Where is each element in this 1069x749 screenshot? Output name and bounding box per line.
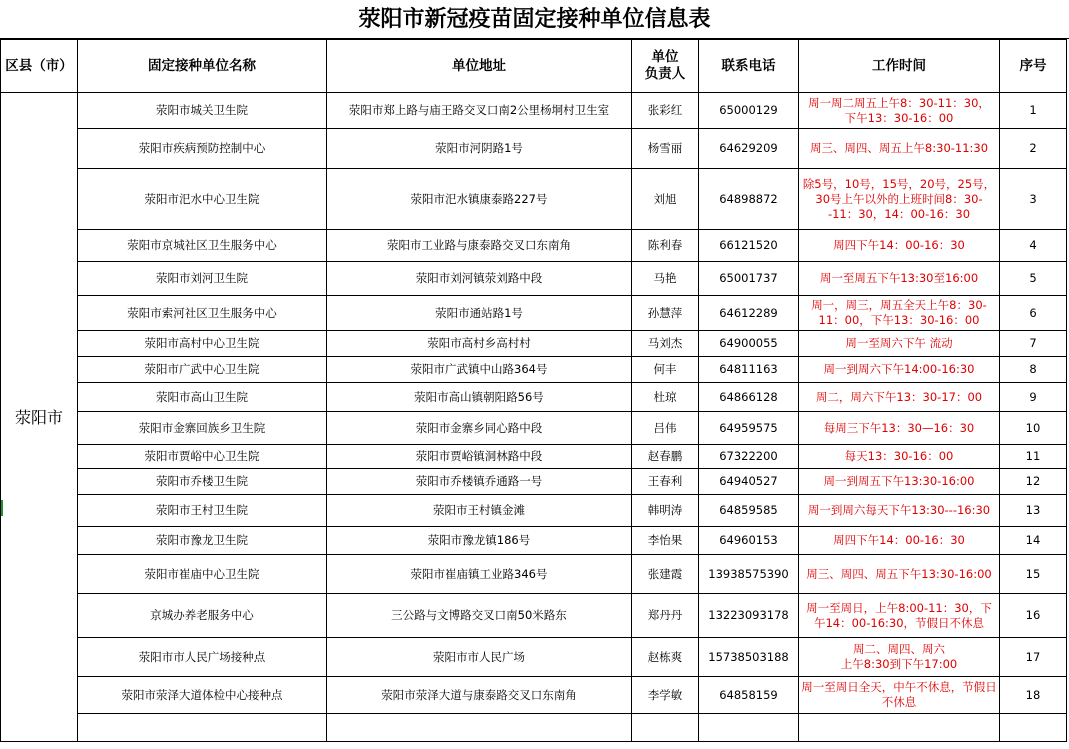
address-cell[interactable]: 荥阳市河阴路1号	[327, 129, 632, 169]
address-cell[interactable]: 荥阳市汜水镇康泰路227号	[327, 169, 632, 230]
vaccination-sites-table	[0, 39, 1067, 742]
phone-cell[interactable]: 64866128	[699, 383, 799, 412]
serial-no-cell[interactable]: 9	[1000, 383, 1067, 412]
table-row	[1, 383, 1067, 412]
site-name-cell[interactable]: 荥阳市崔庙中心卫生院	[78, 555, 327, 594]
hours-cell[interactable]: 周三、周四、周五下午13:30-16:00	[799, 555, 1000, 594]
hours-cell[interactable]: 周四下午14：00-16：30	[799, 230, 1000, 262]
phone-cell[interactable]: 64629209	[699, 129, 799, 169]
hours-cell[interactable]: 周一，周三，周五全天上午8：30-11：00，下午13：30-16：00	[799, 296, 1000, 331]
address-cell[interactable]: 荥阳市工业路与康泰路交叉口东南角	[327, 230, 632, 262]
phone-cell[interactable]: 13938575390	[699, 555, 799, 594]
region-cell[interactable]: 荥阳市	[1, 93, 78, 742]
empty-cell[interactable]	[632, 714, 699, 742]
phone-cell[interactable]: 66121520	[699, 230, 799, 262]
person-cell[interactable]: 马艳	[632, 262, 699, 296]
header-phone[interactable]: 联系电话	[699, 40, 799, 93]
serial-no-cell[interactable]: 10	[1000, 412, 1067, 445]
site-name-cell[interactable]: 京城办养老服务中心	[78, 594, 327, 638]
site-name-cell[interactable]: 荥阳市荥泽大道体检中心接种点	[78, 677, 327, 714]
hours-cell[interactable]: 周一至周日，上午8:00-11：30，下午14：00-16:30，节假日不休息	[799, 594, 1000, 638]
serial-no-cell[interactable]: 3	[1000, 169, 1067, 230]
serial-no-cell[interactable]: 7	[1000, 331, 1067, 357]
person-cell[interactable]: 李怡果	[632, 527, 699, 555]
table-row	[1, 495, 1067, 527]
person-cell[interactable]: 杨雪丽	[632, 129, 699, 169]
phone-cell[interactable]: 15738503188	[699, 638, 799, 677]
address-cell[interactable]: 荥阳市荥泽大道与康泰路交叉口东南角	[327, 677, 632, 714]
address-cell[interactable]: 荥阳市通站路1号	[327, 296, 632, 331]
person-cell[interactable]: 杜琼	[632, 383, 699, 412]
phone-cell[interactable]: 64900055	[699, 331, 799, 357]
phone-cell[interactable]: 64612289	[699, 296, 799, 331]
header-region[interactable]: 区县（市）	[1, 40, 78, 93]
address-cell[interactable]: 荥阳市贾峪镇洞林路中段	[327, 445, 632, 469]
address-cell[interactable]: 荥阳市乔楼镇乔通路一号	[327, 469, 632, 495]
person-cell[interactable]: 马刘杰	[632, 331, 699, 357]
table-row	[1, 331, 1067, 357]
header-address[interactable]: 单位地址	[327, 40, 632, 93]
hours-cell[interactable]: 除5号，10号，15号，20号，25号，30号上午以外的上班时间8：30--11：30，14：00-16：30	[799, 169, 1000, 230]
table-row	[1, 594, 1067, 638]
person-cell[interactable]: 赵栋爽	[632, 638, 699, 677]
serial-no-cell[interactable]: 1	[1000, 93, 1067, 129]
table-row	[1, 129, 1067, 169]
serial-no-cell[interactable]: 15	[1000, 555, 1067, 594]
table-row	[1, 230, 1067, 262]
address-cell[interactable]: 荥阳市市人民广场	[327, 638, 632, 677]
person-cell[interactable]: 王春利	[632, 469, 699, 495]
phone-cell[interactable]: 64898872	[699, 169, 799, 230]
phone-cell[interactable]: 65001737	[699, 262, 799, 296]
address-cell[interactable]: 荥阳市广武镇中山路364号	[327, 357, 632, 383]
empty-row	[1, 714, 1067, 742]
phone-cell[interactable]: 13223093178	[699, 594, 799, 638]
person-cell[interactable]: 郑丹丹	[632, 594, 699, 638]
site-name-cell[interactable]: 荥阳市高村中心卫生院	[78, 331, 327, 357]
site-name-cell[interactable]: 荥阳市广武中心卫生院	[78, 357, 327, 383]
empty-cell[interactable]	[327, 714, 632, 742]
site-name-cell[interactable]: 荥阳市城关卫生院	[78, 93, 327, 129]
address-cell[interactable]: 三公路与文博路交叉口南50米路东	[327, 594, 632, 638]
address-cell[interactable]: 荥阳市高村乡高村村	[327, 331, 632, 357]
site-name-cell[interactable]: 荥阳市京城社区卫生服务中心	[78, 230, 327, 262]
hours-cell[interactable]: 周一到周六每天下午13:30---16:30	[799, 495, 1000, 527]
empty-cell[interactable]	[1000, 714, 1067, 742]
empty-cell[interactable]	[799, 714, 1000, 742]
person-cell[interactable]: 赵春鹏	[632, 445, 699, 469]
phone-cell[interactable]: 64960153	[699, 527, 799, 555]
phone-cell[interactable]: 64940527	[699, 469, 799, 495]
hours-cell[interactable]: 周一到周五下午13:30-16:00	[799, 469, 1000, 495]
person-cell[interactable]: 吕伟	[632, 412, 699, 445]
table-row	[1, 555, 1067, 594]
site-name-cell[interactable]: 荥阳市王村卫生院	[78, 495, 327, 527]
site-name-cell[interactable]: 荥阳市金寨回族乡卫生院	[78, 412, 327, 445]
phone-cell[interactable]: 64858159	[699, 677, 799, 714]
phone-cell[interactable]: 64859585	[699, 495, 799, 527]
serial-no-cell[interactable]: 5	[1000, 262, 1067, 296]
hours-cell[interactable]: 周二、周四、周六 上午8:30到下午17:00	[799, 638, 1000, 677]
table-row	[1, 527, 1067, 555]
site-name-cell[interactable]: 荥阳市疾病预防控制中心	[78, 129, 327, 169]
table-row	[1, 169, 1067, 230]
header-hours[interactable]: 工作时间	[799, 40, 1000, 93]
serial-no-cell[interactable]: 2	[1000, 129, 1067, 169]
site-name-cell[interactable]: 荥阳市贾峪中心卫生院	[78, 445, 327, 469]
serial-no-cell[interactable]: 8	[1000, 357, 1067, 383]
site-name-cell[interactable]: 荥阳市刘河卫生院	[78, 262, 327, 296]
hours-cell[interactable]: 周四下午14：00-16：30	[799, 527, 1000, 555]
header-name[interactable]: 固定接种单位名称	[78, 40, 327, 93]
hours-cell[interactable]: 每天13：30-16：00	[799, 445, 1000, 469]
header-person[interactable]: 单位 负责人	[632, 40, 699, 93]
table-row	[1, 357, 1067, 383]
person-cell[interactable]: 张建霞	[632, 555, 699, 594]
person-cell[interactable]: 何丰	[632, 357, 699, 383]
empty-cell[interactable]	[699, 714, 799, 742]
table-row	[1, 469, 1067, 495]
hours-cell[interactable]: 周一至周六下午 流动	[799, 331, 1000, 357]
address-cell[interactable]: 荥阳市金寨乡同心路中段	[327, 412, 632, 445]
serial-no-cell[interactable]: 13	[1000, 495, 1067, 527]
serial-no-cell[interactable]: 16	[1000, 594, 1067, 638]
site-name-cell[interactable]: 荥阳市索河社区卫生服务中心	[78, 296, 327, 331]
table-row	[1, 445, 1067, 469]
serial-no-cell[interactable]: 4	[1000, 230, 1067, 262]
table-row	[1, 93, 1067, 129]
address-cell[interactable]: 荥阳市崔庙镇工业路346号	[327, 555, 632, 594]
hours-cell[interactable]: 周一周二周五上午8：30-11：30， 下午13：30-16：00	[799, 93, 1000, 129]
address-cell[interactable]: 荥阳市豫龙镇186号	[327, 527, 632, 555]
header-no[interactable]: 序号	[1000, 40, 1067, 93]
serial-no-cell[interactable]: 12	[1000, 469, 1067, 495]
serial-no-cell[interactable]: 17	[1000, 638, 1067, 677]
person-cell[interactable]: 陈利春	[632, 230, 699, 262]
serial-no-cell[interactable]: 6	[1000, 296, 1067, 331]
site-name-cell[interactable]: 荥阳市汜水中心卫生院	[78, 169, 327, 230]
serial-no-cell[interactable]: 14	[1000, 527, 1067, 555]
table-row	[1, 262, 1067, 296]
site-name-cell[interactable]: 荥阳市高山卫生院	[78, 383, 327, 412]
hours-cell[interactable]: 每周三下午13：30—16：30	[799, 412, 1000, 445]
hours-cell[interactable]: 周一至周五下午13:30至16:00	[799, 262, 1000, 296]
table-row	[1, 677, 1067, 714]
phone-cell[interactable]: 65000129	[699, 93, 799, 129]
person-cell[interactable]: 刘旭	[632, 169, 699, 230]
hours-cell[interactable]: 周二，周六下午13：30-17：00	[799, 383, 1000, 412]
site-name-cell[interactable]: 荥阳市豫龙卫生院	[78, 527, 327, 555]
table-row	[1, 412, 1067, 445]
table-row	[1, 296, 1067, 331]
person-cell[interactable]: 张彩红	[632, 93, 699, 129]
address-cell[interactable]: 荥阳市王村镇金滩	[327, 495, 632, 527]
table-row	[1, 638, 1067, 677]
hours-cell[interactable]: 周一至周日全天，中午不休息，节假日不休息	[799, 677, 1000, 714]
address-cell[interactable]: 荥阳市郑上路与庙王路交叉口南2公里杨垌村卫生室	[327, 93, 632, 129]
site-name-cell[interactable]: 荥阳市市人民广场接种点	[78, 638, 327, 677]
person-cell[interactable]: 孙慧萍	[632, 296, 699, 331]
empty-cell[interactable]	[78, 714, 327, 742]
person-cell[interactable]: 李学敏	[632, 677, 699, 714]
person-cell[interactable]: 韩明涛	[632, 495, 699, 527]
address-cell[interactable]: 荥阳市刘河镇荥刘路中段	[327, 262, 632, 296]
header-row	[1, 40, 1067, 93]
serial-no-cell[interactable]: 18	[1000, 677, 1067, 714]
page-title: 荥阳市新冠疫苗固定接种单位信息表	[0, 0, 1069, 39]
hours-cell[interactable]: 周一到周六下午14:00-16:30	[799, 357, 1000, 383]
phone-cell[interactable]: 67322200	[699, 445, 799, 469]
site-name-cell[interactable]: 荥阳市乔楼卫生院	[78, 469, 327, 495]
address-cell[interactable]: 荥阳市高山镇朝阳路56号	[327, 383, 632, 412]
serial-no-cell[interactable]: 11	[1000, 445, 1067, 469]
phone-cell[interactable]: 64959575	[699, 412, 799, 445]
hours-cell[interactable]: 周三、周四、周五上午8:30-11:30	[799, 129, 1000, 169]
phone-cell[interactable]: 64811163	[699, 357, 799, 383]
